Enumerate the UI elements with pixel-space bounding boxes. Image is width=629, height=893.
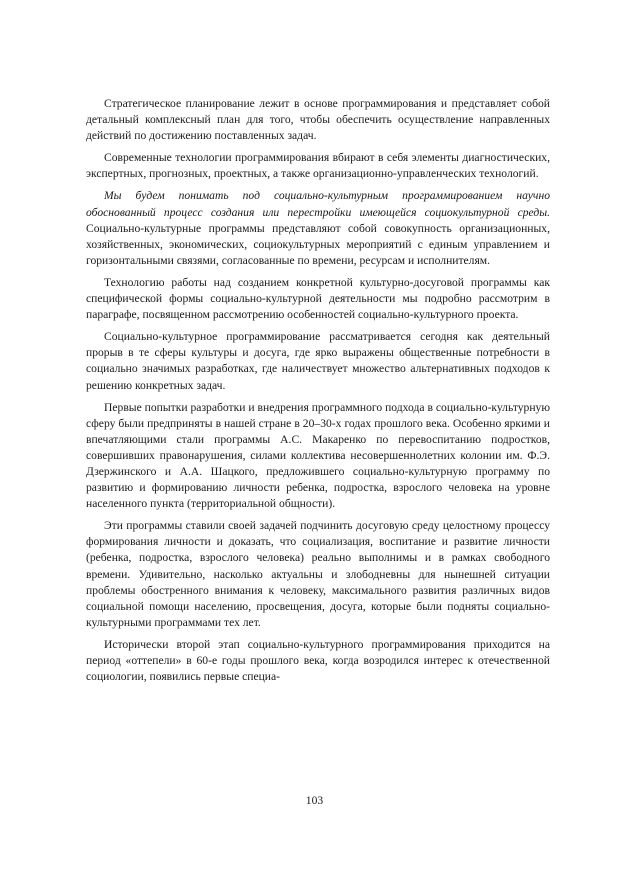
- definition-italic-text: Мы будем понимать под социально-культурным программированием научно обоснованный процесс создания или перестройки имеющейся социокультурной среды.: [86, 189, 550, 219]
- page-body: [86, 96, 550, 691]
- paragraph-modern-technologies: Современные технологии программирования вбирают в себя элементы диагностических, экспертных, прогнозных, проектных, а также организационно-управленческих технологий.: [86, 151, 550, 181]
- paragraph-program-goals: Эти программы ставили своей задачей подчинить досуговую среду целостному процессу формирования личности и доказать, что социализация, воспитание и развитие личности (ребенка, подростка, взрослого человека) реально выполнимы и в рамках свободного времени. Удивительно, насколько актуальны и злободневны для нынешней ситуации проблемы обостренного внимания к человеку, максимального развития различных видов социальной помощи населению, просвещения, досуга, которые были подняты социально-культурными программами тех лет.: [86, 519, 550, 629]
- paragraph-first-attempts: Первые попытки разработки и внедрения программного подхода в социально-культурную сферу были предприняты в нашей стране в 20–30-х годах прошлого века. Особенно яркими и впечатляющими стали программы А.С. Макаренко по перевоспитанию подростков, совершивших правонарушения, силами коллектива несовершеннолетних колонии им. Ф.Э. Дзержинского и А.А. Шацкого, предложившего социально-культурную программу по развитию и формированию личности ребенка, подростка, взрослого человека на уровне населенного пункта (территориальной общности).: [86, 400, 550, 511]
- paragraph-strategic-planning: Стратегическое планирование лежит в основе программирования и представляет собой детальный комплексный план для того, чтобы обеспечить осуществление направленных действий по достижению поставленных задач.: [86, 97, 550, 143]
- page-number: 103: [305, 794, 324, 807]
- paragraph-second-stage: Исторически второй этап социально-культурного программирования приходится на период «оттепели» в 60-е годы прошлого века, когда возродился интерес к отечественной социологии, появились первые специа-: [86, 637, 550, 684]
- paragraph-definition: Мы будем понимать под социально-культурным программированием научно обоснованный процесс создания или перестройки имеющейся социокультурной среды. Социально-культурные программы представляют собой совокупность организационных, хозяйственных, экономических, социокультурных мероприятий с единым управлением и горизонтальными связями, согласованные по времени, ресурсам и исполнителям.: [86, 189, 550, 267]
- paragraph-program-technology: Технологию работы над созданием конкретной культурно-досуговой программы как специфической формы социально-культурной деятельности мы подробно рассмотрим в параграфе, посвященном рассмотрению особенностей социально-культурного проекта.: [86, 275, 550, 322]
- paragraph-breakthrough: Социально-культурное программирование рассматривается сегодня как деятельный прорыв в те сферы культуры и досуга, где ярко выражены общественные потребности в социально значимых разработках, где наличествует множество альтернативных подходов к решению конкретных задач.: [86, 330, 550, 392]
